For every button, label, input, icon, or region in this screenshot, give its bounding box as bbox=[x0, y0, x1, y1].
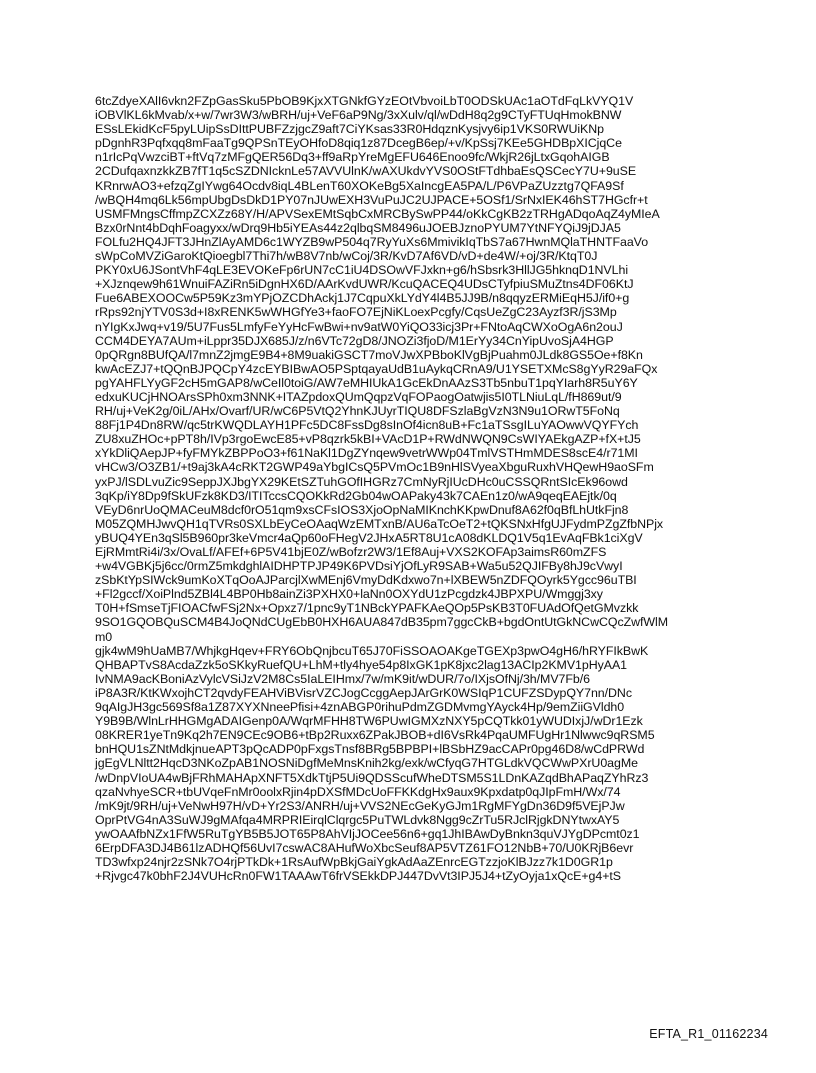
text-line: bnHQU1sZNtMdkjnueAPT3pQcADP0pFxgsTnsf8BRg5BPBPI+lBSbHZ9acCAPr0pg46D8/wCdPRWd bbox=[95, 742, 645, 757]
text-line: 0pQRgn8BUfQA/l7mnZ2jmgE9B4+8M9uakiGSCT7moVJwXPBboKlVgBjPuahm0JLdk8GS5Oe+f8Kn bbox=[95, 347, 643, 362]
text-line: yxPJ/lSDLvuZic9SeppJXJbgYX29KEtSZTuhGOfIHGRz7CmNyRjIUcDHc0uCSSQRntSIcEk96owd bbox=[95, 474, 628, 489]
text-line: QHBAPTvS8AcdaZzk5oSKkyRuefQU+LhM+tly4hye54p8IxGK1pK8jxc2lag13ACIp2KMV1pHyAA1 bbox=[95, 657, 628, 672]
encoded-text-block bbox=[95, 94, 795, 883]
text-line: PKY0xU6JSontVhF4qLE3EVOKeFp6rUN7cC1iU4DSOwVFJxkn+g6/hSbsrk3HllJG5hknqD1NVLhi bbox=[95, 263, 629, 278]
text-line: +w4VGBKj5j6cc/0rmZ5mkdghlAIDHPTPJP49K6PVDsiYjOfLyR9SAB+Wa5u52QJIFBy8hJ9cVwyI bbox=[95, 559, 623, 574]
text-line: pDgnhR3Pqfxqq8mFaaTg9QPSnTEyOHfoD8qiq1z87DcegB6ep/+v/KpSsj7KEe5GHDBpXICjqCe bbox=[95, 136, 622, 151]
text-line: 6ErpDFA3DJ4B61lzADHQf56UvI7cswAC8AHufWoXbcSeuf8AP5VTZ61FO12NbB+70/U0KRjB6evr bbox=[95, 840, 634, 855]
text-line: gjk4wM9hUaMB7/WhjkgHqev+FRY6ObQnjbcuT65J70FiSSOAOAKgeTGEXp3pwO4gH6/hRYFIkBwK bbox=[95, 643, 649, 658]
text-line: pgYAHFLYyGF2cH5mGAP8/wCeIl0toiG/AW7eMHIUkA1GcEkDnAAzS3Tb5nbuT1pqYIarh8R5uY6Y bbox=[95, 375, 638, 390]
text-line: 08KRER1yeTn9Kq2h7EN9CEc9OB6+tBp2Ruxx6ZPakJBOB+dI6VsRk4PqaUMFUgHr1Nlwwc9qRSM5 bbox=[95, 728, 655, 743]
text-line: RH/uj+VeK2g/0iL/AHx/Ovarf/UR/wC6P5VtQ2YhnKJUyrTIQU8DFSzlaBgVzN3N9u1ORwT5FoNq bbox=[95, 404, 620, 419]
text-line: ESsLEkidKcF5pyLUipSsDIttPUBFZzjgcZ9aft7CiYKsas33R0HdqznKysjvy6ip1VKS0RWUiKNp bbox=[95, 122, 605, 137]
text-line: 9qAIgJH3gc569Sf8a1Z87XYXNneePfisi+4znABGP0rihuPdmZGDMvmgYAyck4Hp/9emZiiGVldh0 bbox=[95, 700, 625, 715]
text-line: qzaNvhyeSCR+tbUVqeFnMr0oolxRjin4pDXSfMDcUoFFKKdgHx9aux9Kpxdatp0qJIpFmH/Wx/74 bbox=[95, 784, 621, 799]
text-line: kwAcEZJ7+tQQnBJPQCpY4zcEYBIBwAO5PSptqayaUdB1uAykqCRnA9/U1YSETXMcS8gYyR29aFQx bbox=[95, 361, 658, 376]
text-line: sWpCoMVZiGaroKtQioegbl7Thi7h/wB8V7nb/wCoj/3R/KvD7Af6VD/vD+de4W/+oj/3R/KtqT0J bbox=[95, 249, 598, 264]
text-line: CCM4DEYA7AUm+iLppr35DJX685J/z/n6VTc72gD8/JNOZi3fjoD/M1ErYy34CnYipUvoSjA4HGP bbox=[95, 333, 614, 348]
text-line: FOLfu2HQ4JFT3JHnZlAyAMD6c1WYZB9wP504q7RyYuXs6MmivikIqTbS7a67HwnMQlaTHNTFaaVo bbox=[95, 234, 649, 249]
text-line: TD3wfxp24njr2zSNk7O4rjPTkDk+1RsAufWpBkjGaiYgkAdAaZEnrcEGTzzjoKlBJzz7k1D0GR1p bbox=[95, 855, 613, 870]
text-line: edxuKUCjHNOArsSPh0xm3NNK+ITAZpdoxQUmQqpzVqFOPaogOatwjis5I0TLNiuLqL/fH869ut/9 bbox=[95, 389, 622, 404]
text-line: +Rjvgc47k0bhF2J4VUHcRn0FW1TAAAwT6frVSEkkDPJ447DvVt3IPJ5J4+tZyOyja1xQcE+g4+tS bbox=[95, 869, 622, 884]
text-line: Fue6ABEXOOCw5P59Kz3mYPjOZCDhAckj1J7CqpuXkLYdY4l4B5JJ9B/n8qqyzERMiEqH5J/if0+g bbox=[95, 291, 630, 306]
text-line: 2CDufqaxnzkkZB7fT1q5cSZDNIcknLe57AVVUlnK/wAXUkdvYVS0OStFTdhbaEsQSCecY7U+9uSE bbox=[95, 164, 637, 179]
text-line: jgEgVLNltt2HqcD3NKoZpAB1NOSNiDgfMeMnsKnih2kg/exk/wCfyqG7HTGLdkVQCWwPXrU0agMe bbox=[95, 756, 638, 771]
text-line: /mK9jt/9RH/uj+VeNwH97H/vD+Yr2S3/ANRH/uj+VVS2NEcGeKyGJm1RgMFYgDn36D9f5VEjPJw bbox=[95, 798, 625, 813]
text-line: iP8A3R/KtKWxojhCT2qvdyFEAHViBVisrVZCJogCcggAepJArGrK0WSIqP1CUFZSDypQY7nn/DNc bbox=[95, 685, 632, 700]
document-id-footer: EFTA_R1_01162234 bbox=[649, 1027, 768, 1041]
text-line: rRps92njYTV0S3d+I8xRENK5wWHGfYe3+faoFO7EjNiKLoexPcgfy/CqsUeZgC23Ayzf3R/jS3Mp bbox=[95, 305, 617, 320]
text-line: 88Fj1P4Dn8RW/qc5trKWQDLAYH1PFc5DC8FssDg8sInOf4icn8uB+Fc1aTSsgILuYAOwwVQYFYch bbox=[95, 418, 639, 433]
text-line: 3qKp/iY8Dp9fSkUFzk8KD3/ITITccsCQOKkRd2Gb04wOAPaky43k7CAEn1z0/wA9qeqEAEjtk/0q bbox=[95, 488, 617, 503]
text-line: +Fl2gccf/XoiPlnd5ZBl4L4BP0Hb8ainZi3PXHX0+laNn0OXYdU1zPcgdzk4JBPXPU/Wmggj3xy bbox=[95, 587, 603, 602]
text-line: EjRMmtRi4i/3x/OvaLf/AFEf+6P5V41bjE0Z/wBofzr2W3/1Ef8Auj+VXS2KOFAp3aimsR60mZFS bbox=[95, 545, 607, 559]
text-line: USMFMngsCffmpZCXZz68Y/H/APVSexEMtSqbCxMRCBySwPP44/oKkCgKB2zTRHgADqoAqZ4yMIeA bbox=[95, 206, 660, 221]
text-line: ZU8xuZHOc+pPT8h/IVp3rgoEwcE85+vP8qzrk5kBI+VAcD1P+RWdNWQN9CsWIYAEkgAZP+fX+tJ5 bbox=[95, 432, 641, 447]
text-line: n1rIcPqVwzciBT+ftVq7zMFgQER56Dq3+ff9aRpYreMgEFU646Enoo9fc/WkjR26jLtxGqohAIGB bbox=[95, 150, 610, 165]
text-line: KRnrwAO3+efzqZgIYwg64Ocdv8iqL4BLenT60XOKeBg5XaIncgEA5PA/L/P6VPaZUzztg7QFA9Sf bbox=[95, 178, 624, 193]
text-line: /wDnpVIoUA4wBjFRhMAHApXNFT5XdkTtjP5Ui9QDSScufWheDTSM5S1LDnKAZqdBhAPaqZYhRz3 bbox=[95, 770, 649, 785]
text-line: iOBVlKL6kMvab/x+w/7wr3W3/wBRH/uj+VeF6aP9Ng/3xXulv/ql/wDdH8q2g9CTyFTUqHmokBNW bbox=[95, 108, 622, 123]
text-line: Bzx0rNnt4bDqhFoagyxx/wDrq9Hb5iYEAs44z2qlbqSM8496uJOEBJznoPYUM7YtNFYQiJ9jDJA5 bbox=[95, 220, 621, 235]
text-line: T0H+fSmseTjFIOACfwFSj2Nx+Opxz7/1pnc9yT1NBckYPAFKAeQOp5PsKB3T0FUAdOfQetGMvzkk bbox=[95, 601, 639, 616]
text-line: M05ZQMHJwvQH1qTVRs0SXLbEyCeOAaqWzEMTxnB/AU6aTcOeT2+tQKSNxHfgUJFydmPZgZfbNPjx bbox=[95, 516, 664, 531]
text-line: zSbKtYpSIWck9umKoXTqOoAJParcjlXwMEnj6VmyDdKdxwo7n+lXBEW5nZDFQOyrk5Ygcc96uTBI bbox=[95, 573, 637, 588]
text-line: IvNMA9acKBoniAzVylcVSiJzV2M8Cs5IaLEIHmx/7w/mK9it/wDUR/7o/IXjsOfNj/3h/MV7Fb/6 bbox=[95, 671, 590, 686]
text-line: m0 bbox=[95, 629, 113, 644]
text-line: /wBQH4mq6Lk56mpUbgDsDkD1PY07nJUwEXH3VuPuJC2UJPACE+5OSf1/SrNxIEK46hST7HGcfr+t bbox=[95, 192, 648, 207]
text-line: yBUQ4YEn3qSl5B960pr3keVmcr4aQp60oFHegV2JHxA5RT8U1cA08dKLDQ1V5q1EvAqFBk1ciXgV bbox=[95, 530, 643, 545]
text-line: Y9B9B/WlnLrHHGMgADAIGenp0A/WqrMFHH8TW6PUwIGMXzNXY5pCQTkk01yWUDIxjJ/wDr1Ezk bbox=[95, 714, 643, 729]
text-line: vHCw3/O3ZB1/+t9aj3kA4cRKT2GWP49aYbgICsQ5PVmOc1B9nHlSVyeaXbguRuxhVHQewH9aoSFm bbox=[95, 460, 654, 475]
text-line: VEyD6nrUoQMACeuM8dcf0rO51qm9xsCFsIOS3XjoOpNaMIKnchKKpwDnuf8A62f0qBfLhUtkFjn8 bbox=[95, 502, 629, 517]
text-line: nYIgKxJwq+v19/5U7Fus5LmfyFeYyHcFwBwi+nv9atW0YiQO33icj3Pr+FNtoAqCWXoOgA6n2ouJ bbox=[95, 319, 623, 334]
text-line: 9SO1GQOBQuSCM4B4JoQNdCUgEbB0HXH6AUA847dB35pm7ggcCkB+bgdOntUtGkNCwCQcZwfWlM bbox=[95, 615, 669, 630]
text-line: OprPtVG4nA3SuWJ9gMAfqa4MRPRIEirqlClqrgc5PuTWLdvk8Ngg9cZrTu5RJclRjgkDNYtwxAY5 bbox=[95, 812, 620, 827]
text-line: ywOAAfbNZx1FfW5RuTgYB5B5JOT65P8AhVIjJOCee56n6+gq1JhIBAwDyBnkn3quVJYgDPcmt0z1 bbox=[95, 826, 640, 841]
text-line: xYkDliQAepJP+fyFMYkZBPPoO3+f61NaKl1DgZYnqew9vetrWWp04TmlVSTHmMDES8scE4/r71MI bbox=[95, 446, 638, 461]
text-line: +XJznqew9h61WnuiFAZiRn5iDgnHX6D/AArKvdUWR/KcuQACEQ4UDsCTyfpiuSMuZtns4DF06KtJ bbox=[95, 277, 634, 292]
text-line: 6tcZdyeXAlI6vkn2FZpGasSku5PbOB9KjxXTGNkfGYzEOtVbvoiLbT0ODSkUAc1aOTdFqLkVYQ1V bbox=[95, 94, 634, 108]
